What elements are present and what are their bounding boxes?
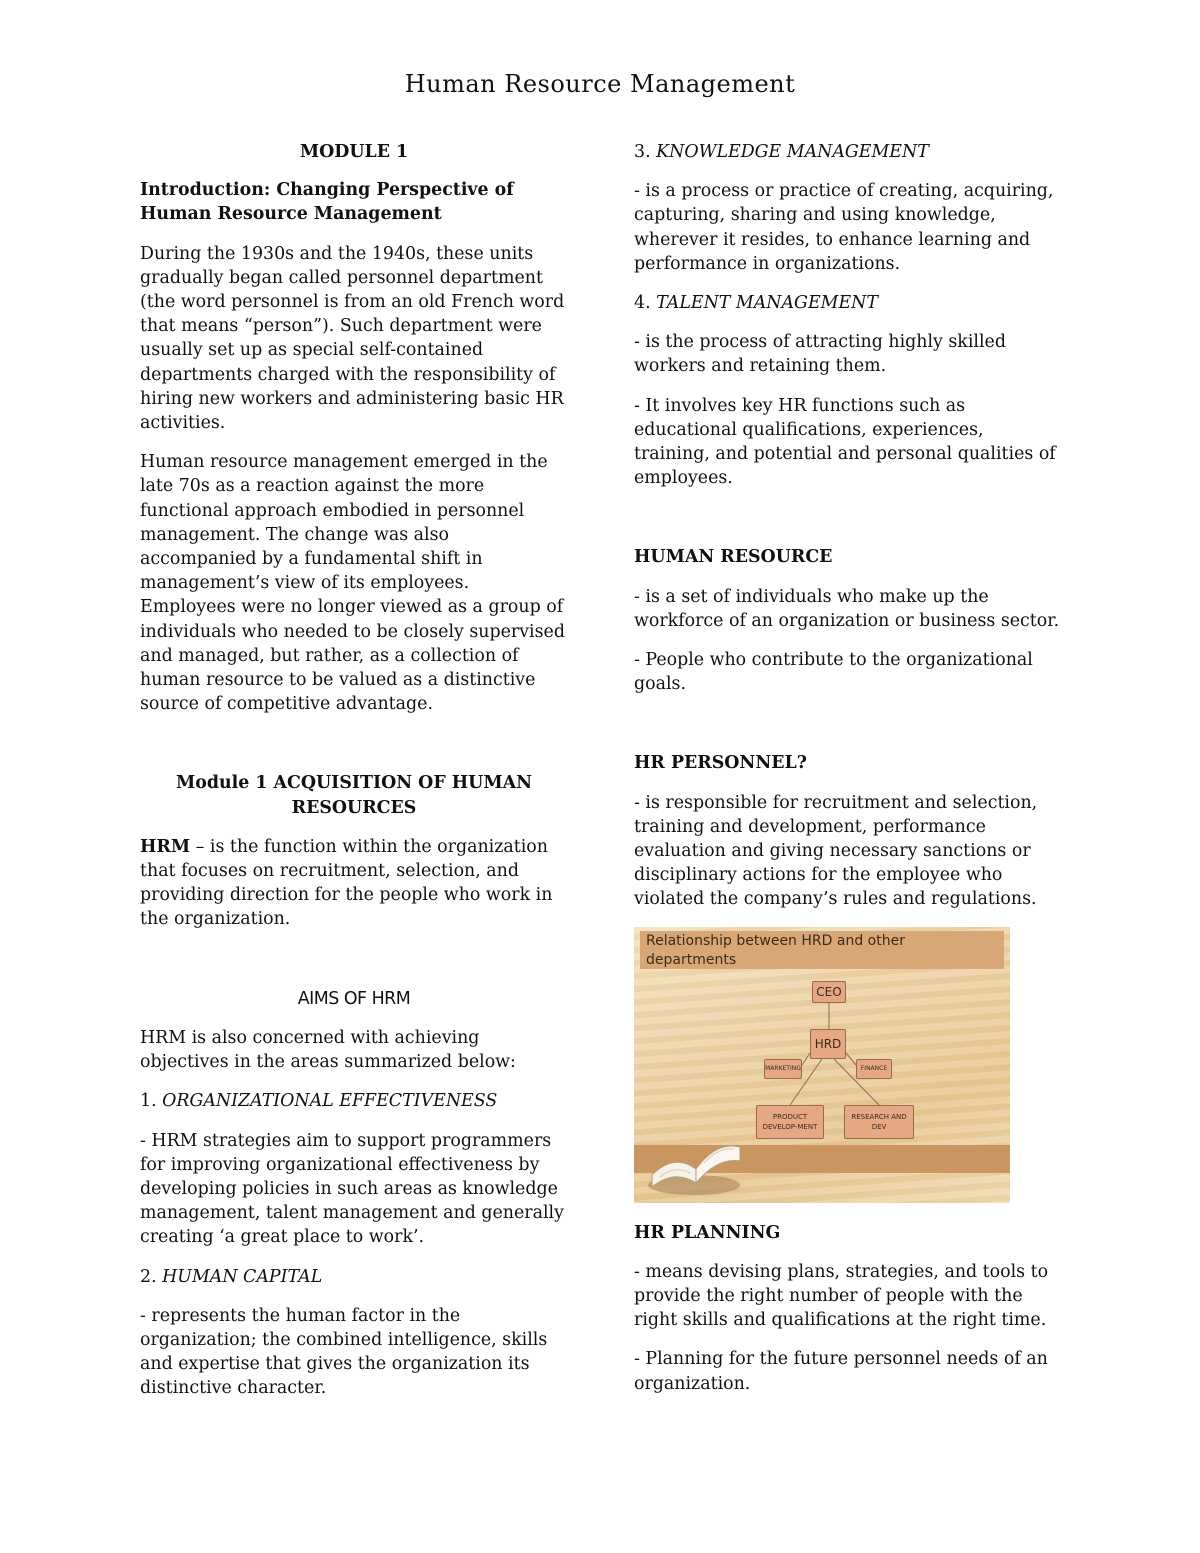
hrd-relationship-figure — [634, 927, 1010, 1203]
intro-paragraph-1: During the 1930s and the 1940s, these units gradually began called personnel department (the word personnel is from an old French word that means “person”). Such department were usually set up as special self-contained departments charged with the responsibility of hiring new workers and administering basic HR activities. — [140, 243, 565, 434]
item4-description-2: - It involves key HR functions such as educational qualifications, experiences, training, and potential and personal qualities of employees. — [634, 395, 1056, 489]
human-resource-heading: HUMAN RESOURCE — [634, 547, 833, 568]
item4-title: TALENT MANAGEMENT — [656, 293, 878, 314]
item4-number: 4. — [634, 293, 657, 314]
intro-heading: Introduction: Changing Perspective of Human Resource Management — [140, 180, 514, 225]
figure-banner-line-2: departments — [646, 951, 737, 968]
item4-description-1: - is the process of attracting highly skilled workers and retaining them. — [634, 332, 1006, 377]
acquisition-heading: Module 1 ACQUISITION OF HUMAN RESOURCES — [176, 773, 532, 818]
aims-heading: AIMS OF HRM — [297, 988, 411, 1009]
hr-personnel-heading: HR PERSONNEL? — [634, 753, 807, 774]
item3-number: 3. — [634, 142, 657, 162]
module-heading: MODULE 1 — [299, 142, 409, 162]
item2-number: 2. — [140, 1266, 163, 1287]
item2-title: HUMAN CAPITAL — [162, 1266, 323, 1287]
marketing-box: MARKETING — [764, 1059, 802, 1079]
hr-planning-description-1: - means devising plans, strategies, and tools to provide the right number of people with the right skills and qualifications at the right time. — [634, 1261, 1049, 1331]
hrd-box: HRD — [810, 1029, 846, 1059]
item2-heading — [140, 1265, 568, 1289]
document-title: Human Resource Management — [404, 70, 796, 98]
product-development-box: PRODUCT DEVELOP-MENT — [756, 1105, 824, 1139]
hrm-term: HRM — [140, 836, 191, 857]
spacer — [140, 947, 568, 987]
human-resource-description-1: - is a set of individuals who make up the workforce of an organization or business sector. — [634, 586, 1060, 631]
hrm-definition-text: – is the function within the organization that focuses on recruitment, selection, and providing direction for the people who work in the organization. — [140, 836, 553, 930]
item3-description: - is a process or practice of creating, acquiring, capturing, sharing and using knowledge, wherever it resides, to enhance learning and performance in organizations. — [634, 181, 1054, 274]
item1-description: - HRM strategies aim to support programmers for improving organizational effectiveness by developing policies in such areas as knowledge management, talent management and generally creating ‘a great place to work’. — [140, 1130, 564, 1248]
human-resource-description-2: - People who contribute to the organizational goals. — [634, 650, 1033, 695]
spacer — [634, 505, 1064, 545]
research-box: RESEARCH AND DEV — [844, 1105, 914, 1139]
item1-number: 1. — [140, 1091, 163, 1112]
figure-banner-line-1: Relationship between HRD and other — [646, 932, 905, 949]
item3-heading — [634, 140, 1064, 164]
open-book-icon — [644, 1117, 754, 1197]
left-column — [140, 140, 568, 1416]
spacer — [140, 731, 568, 771]
item1-title: ORGANIZATIONAL EFFECTIVENESS — [162, 1091, 498, 1112]
hr-personnel-description: - is responsible for recruitment and selection, training and development, performance evaluation and giving necessary sanctions or disciplinary actions for the employee who violated the company’s rules and regulations. — [634, 792, 1038, 910]
hr-planning-description-2: - Planning for the future personnel needs of an organization. — [634, 1349, 1048, 1394]
item4-heading — [634, 291, 1064, 315]
hr-planning-heading: HR PLANNING — [634, 1222, 781, 1243]
aims-intro: HRM is also concerned with achieving objectives in the areas summarized below: — [140, 1027, 516, 1073]
hrm-definition — [140, 835, 568, 932]
item1-heading — [140, 1089, 568, 1113]
intro-paragraph-2: Human resource management emerged in the late 70s as a reaction against the more functional approach embodied in personnel management. The change was also accompanied by a fundamental shift in management’s view of its employees. Employees were no longer viewed as a group of individuals who needed to be closely supervised and managed, but rather, as a collection of human resource to be valued as a distinctive source of competitive advantage. — [140, 452, 565, 715]
item3-title: KNOWLEDGE MANAGEMENT — [656, 142, 929, 162]
finance-box: FINANCE — [856, 1059, 892, 1079]
spacer — [634, 711, 1064, 751]
item2-description: - represents the human factor in the organization; the combined intelligence, skills and expertise that gives the organization its distinctive character. — [140, 1305, 548, 1399]
ceo-box: CEO — [812, 981, 846, 1003]
right-column — [634, 140, 1064, 1411]
